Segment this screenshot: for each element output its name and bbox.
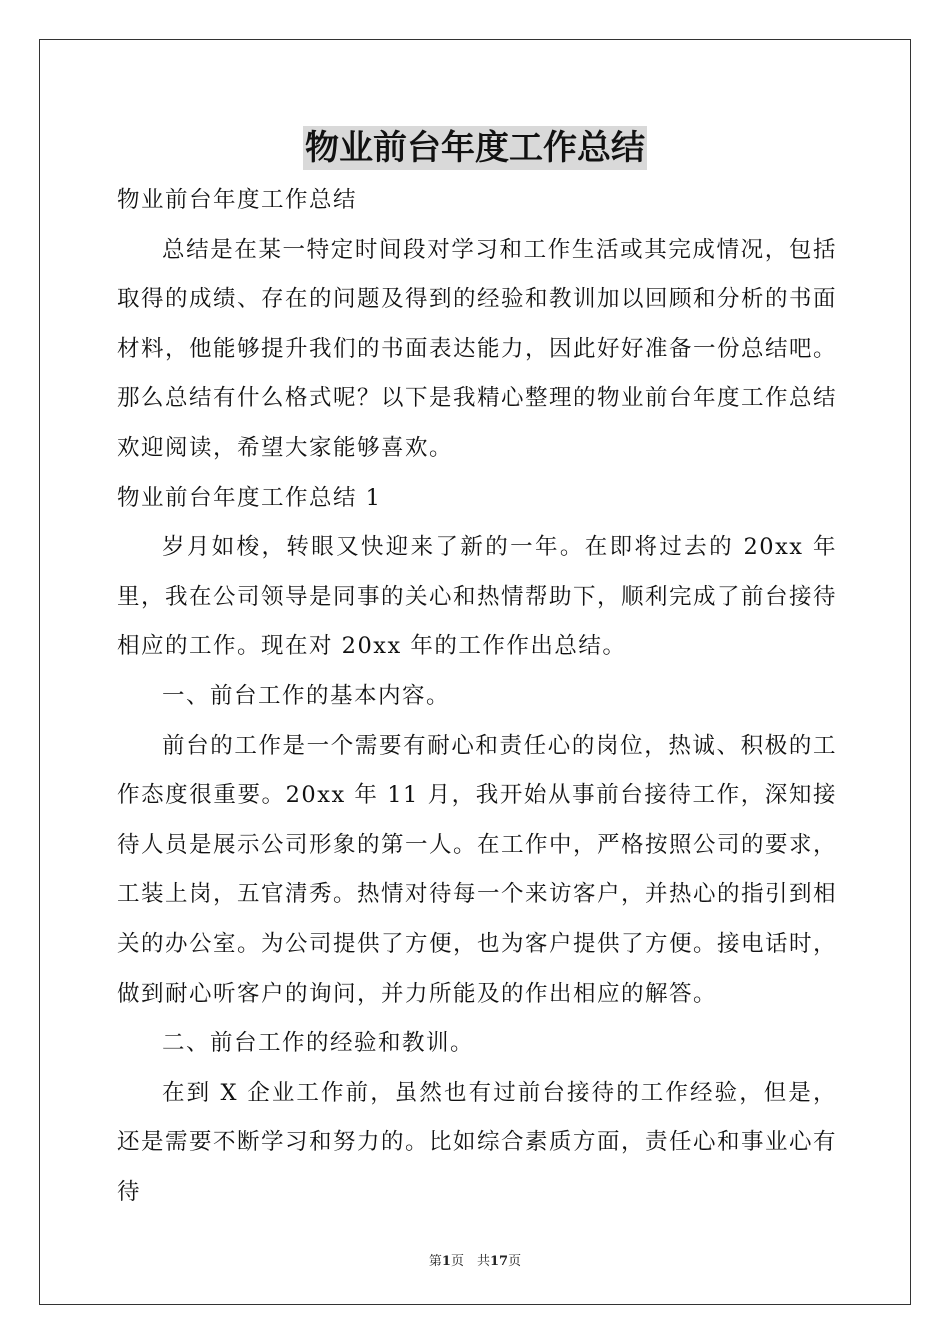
paragraph: 岁月如梭，转眼又快迎来了新的一年。在即将过去的 20xx 年里，我在公司领导是同事的关心和热情帮助下，顺利完成了前台接待相应的工作。现在对 20xx 年的工作作出总结。 <box>117 534 838 660</box>
section-heading-1: 物业前台年度工作总结 1 <box>117 484 382 511</box>
page-total: 17 <box>489 1254 509 1269</box>
paragraph: 在到 X 企业工作前，虽然也有过前台接待的工作经验，但是，还是需要不断学习和努力的。比如综合素质方面，责任心和事业心有待 <box>117 1079 838 1205</box>
page-footer <box>0 1250 950 1269</box>
title-container <box>0 126 950 170</box>
document-title: 物业前台年度工作总结 <box>305 128 645 168</box>
page-prefix: 第 <box>428 1254 442 1269</box>
paragraph-intro: 总结是在某一特定时间段对学习和工作生活或其完成情况，包括取得的成绩、存在的问题及得到的经验和教训加以回顾和分析的书面材料，他能够提升我们的书面表达能力，因此好好准备一份总结吧。那么总结有什么格式呢？以下是我精心整理的物业前台年度工作总结欢迎阅读，希望大家能够喜欢。 <box>117 236 838 461</box>
document-body <box>117 176 837 1217</box>
page-suffix: 页 <box>508 1254 522 1269</box>
page-current: 1 <box>441 1254 451 1269</box>
page-mid: 页 共 <box>450 1254 490 1269</box>
subsection-heading: 二、前台工作的经验和教训。 <box>162 1030 475 1057</box>
subsection-heading: 一、前台工作的基本内容。 <box>162 682 451 709</box>
document-subtitle: 物业前台年度工作总结 <box>117 187 358 213</box>
paragraph: 前台的工作是一个需要有耐心和责任心的岗位，热诚、积极的工作态度很重要。20xx 年 11 月，我开始从事前台接待工作，深知接待人员是展示公司形象的第一人。在工作中，严格按照公司的要求，工装上岗，五官清秀。热情对待每一个来访客户，并热心的指引到相关的办公室。为公司提供了方便，也为客户提供了方便。接电话时，做到耐心听客户的询问，并力所能及的作出相应的解答。 <box>117 732 838 1007</box>
